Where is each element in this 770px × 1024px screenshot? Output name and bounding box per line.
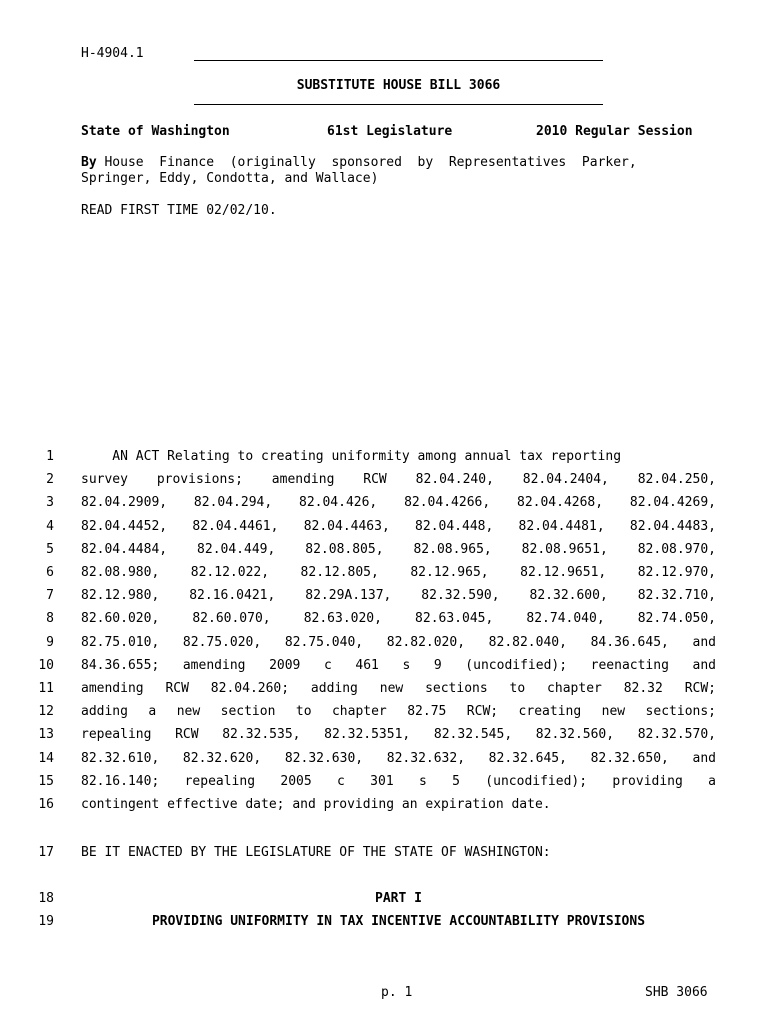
footer-bill-id: SHB 3066 xyxy=(645,985,708,1000)
bill-text-line: adding a new section to chapter 82.75 RCW; creating new sections; xyxy=(81,704,716,719)
enacting-clause: BE IT ENACTED BY THE LEGISLATURE OF THE STATE OF WASHINGTON: xyxy=(81,845,551,860)
line-number: 2 xyxy=(46,472,54,487)
sponsor-text-1: House Finance (originally sponsored by Representatives Parker, xyxy=(96,155,637,170)
legislature-label: 61st Legislature xyxy=(327,124,453,139)
line-number: 15 xyxy=(38,774,54,789)
bill-text-line: 82.32.610, 82.32.620, 82.32.630, 82.32.632, 82.32.645, 82.32.650, and xyxy=(81,751,716,766)
line-number: 5 xyxy=(46,542,54,557)
bill-text-line: 82.60.020, 82.60.070, 82.63.020, 82.63.045, 82.74.040, 82.74.050, xyxy=(81,611,716,626)
read-first-time: READ FIRST TIME 02/02/10. xyxy=(81,203,277,218)
line-number: 9 xyxy=(46,635,54,650)
page-number: p. 1 xyxy=(381,985,413,1000)
bill-text-line: 82.75.010, 82.75.020, 82.75.040, 82.82.020, 82.82.040, 84.36.645, and xyxy=(81,635,716,650)
line-number: 19 xyxy=(38,914,54,929)
bill-text-line: survey provisions; amending RCW 82.04.240, 82.04.2404, 82.04.250, xyxy=(81,472,716,487)
line-number: 18 xyxy=(38,891,54,906)
line-number: 12 xyxy=(38,704,54,719)
bill-text-line: 82.16.140; repealing 2005 c 301 s 5 (uncodified); providing a xyxy=(81,774,716,789)
bill-text-line: AN ACT Relating to creating uniformity among annual tax reporting xyxy=(81,449,622,464)
bill-draft-id: H-4904.1 xyxy=(81,46,144,61)
bill-text-line: 82.04.4452, 82.04.4461, 82.04.4463, 82.04.448, 82.04.4481, 82.04.4483, xyxy=(81,519,716,534)
sponsor-line-2: Springer, Eddy, Condotta, and Wallace) xyxy=(81,171,379,186)
line-number: 1 xyxy=(46,449,54,464)
bill-text-line: 82.12.980, 82.16.0421, 82.29A.137, 82.32.590, 82.32.600, 82.32.710, xyxy=(81,588,716,603)
line-number: 7 xyxy=(46,588,54,603)
line-number: 14 xyxy=(38,751,54,766)
bill-text-line: repealing RCW 82.32.535, 82.32.5351, 82.32.545, 82.32.560, 82.32.570, xyxy=(81,727,716,742)
line-number: 16 xyxy=(38,797,54,812)
bill-text-line: 84.36.655; amending 2009 c 461 s 9 (uncodified); reenacting and xyxy=(81,658,716,673)
bill-text-line: 82.04.4484, 82.04.449, 82.08.805, 82.08.965, 82.08.9651, 82.08.970, xyxy=(81,542,716,557)
line-number: 11 xyxy=(38,681,54,696)
bill-text-line: 82.04.2909, 82.04.294, 82.04.426, 82.04.4266, 82.04.4268, 82.04.4269, xyxy=(81,495,716,510)
line-number: 4 xyxy=(46,519,54,534)
bill-text-line: contingent effective date; and providing an expiration date. xyxy=(81,797,551,812)
line-number: 10 xyxy=(38,658,54,673)
state-label: State of Washington xyxy=(81,124,230,139)
bill-text-line: amending RCW 82.04.260; adding new sections to chapter 82.32 RCW; xyxy=(81,681,716,696)
sponsor-line-1 xyxy=(81,155,716,170)
line-number: 13 xyxy=(38,727,54,742)
part-title: PROVIDING UNIFORMITY IN TAX INCENTIVE ACCOUNTABILITY PROVISIONS xyxy=(151,914,646,929)
bill-title: SUBSTITUTE HOUSE BILL 3066 xyxy=(296,78,501,93)
by-label: By xyxy=(81,155,97,170)
line-number: 17 xyxy=(38,845,54,860)
session-label: 2010 Regular Session xyxy=(536,124,693,139)
header-rule-top xyxy=(194,60,603,61)
line-number: 3 xyxy=(46,495,54,510)
bill-text-line: 82.08.980, 82.12.022, 82.12.805, 82.12.965, 82.12.9651, 82.12.970, xyxy=(81,565,716,580)
line-number: 6 xyxy=(46,565,54,580)
part-heading: PART I xyxy=(375,891,422,906)
line-number: 8 xyxy=(46,611,54,626)
header-rule-bottom xyxy=(194,104,603,105)
